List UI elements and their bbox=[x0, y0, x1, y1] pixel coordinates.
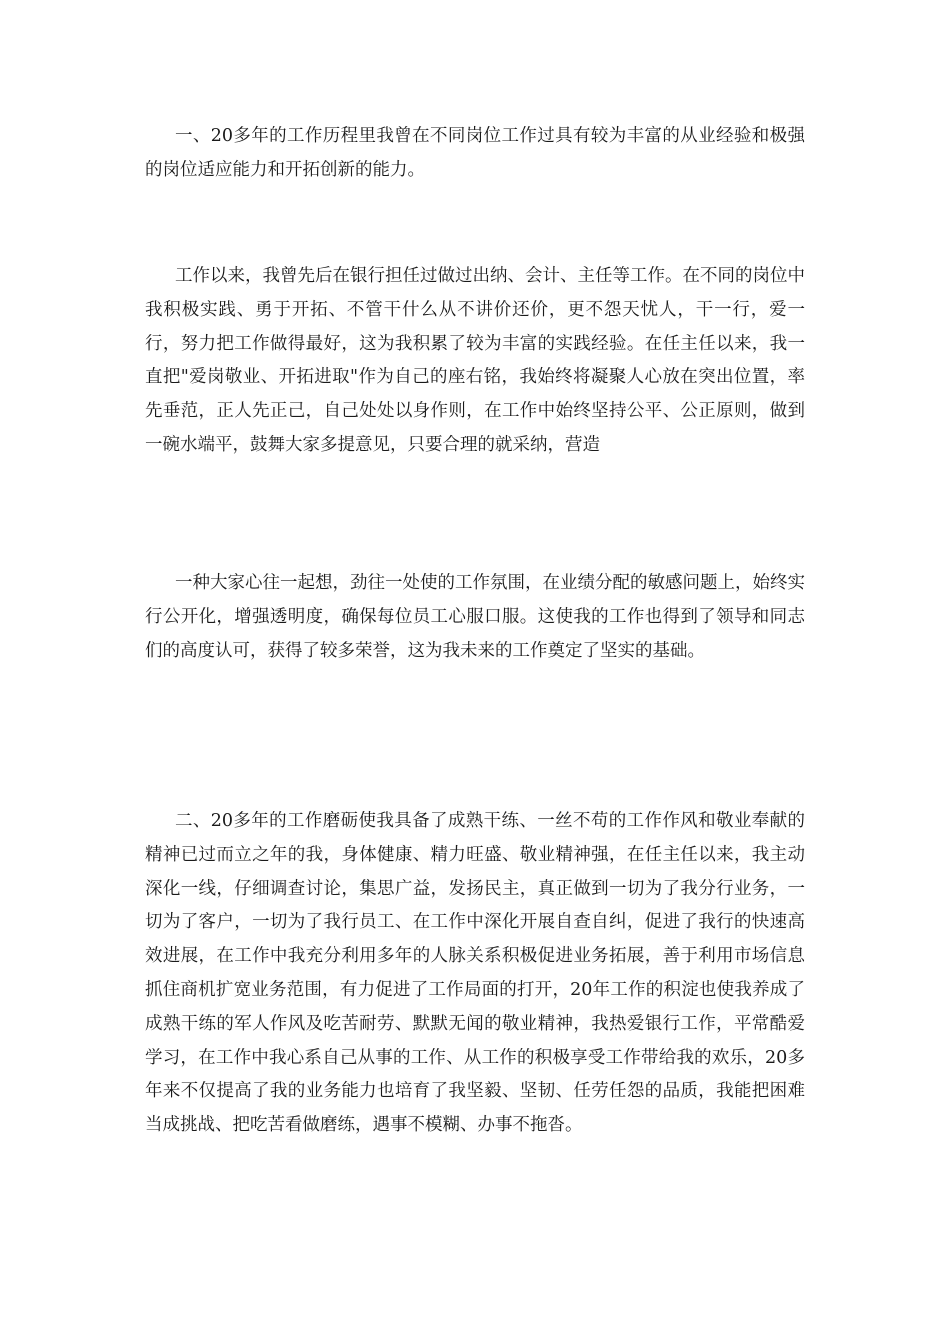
paragraph-4: 二、20多年的工作磨砺使我具备了成熟干练、一丝不苟的工作作风和敬业奉献的精神已过而立之年的我，身体健康、精力旺盛、敬业精神强，在任主任以来，我主动深化一线，仔细调查讨论，集思广益，发扬民主，真正做到一切为了我分行业务，一切为了客户，一切为了我行员工、在工作中深化开展自查自纠，促进了我行的快速高效进展，在工作中我充分利用多年的人脉关系积极促进业务拓展，善于利用市场信息抓住商机扩宽业务范围，有力促进了工作局面的打开，20年工作的积淀也使我养成了成熟干练的军人作风及吃苦耐劳、默默无闻的敬业精神，我热爱银行工作，平常酷爱学习，在工作中我心系自己从事的工作、从工作的积极享受工作带给我的欢乐，20多年来不仅提高了我的业务能力也培育了我坚毅、坚韧、任劳任怨的品质，我能把困难当成挑战、把吃苦看做磨练，遇事不模糊、办事不拖沓。 bbox=[145, 811, 805, 1136]
paragraph-1: 一、20多年的工作历程里我曾在不同岗位工作过具有较为丰富的从业经验和极强的岗位适应能力和开拓创新的能力。 bbox=[145, 126, 805, 180]
paragraph-3: 一种大家心往一起想，劲往一处使的工作氛围，在业绩分配的敏感问题上，始终实行公开化，增强透明度，确保每位员工心服口服。这使我的工作也得到了领导和同志们的高度认可，获得了较多荣誉，这为我未来的工作奠定了坚实的基础。 bbox=[145, 573, 805, 661]
paragraph-2: 工作以来，我曾先后在银行担任过做过出纳、会计、主任等工作。在不同的岗位中我积极实践、勇于开拓、不管干什么从不讲价还价，更不怨天忧人，干一行，爱一行，努力把工作做得最好，这为我积累了较为丰富的实践经验。在任主任以来，我一直把"爱岗敬业、开拓进取"作为自己的座右铭，我始终将凝聚人心放在突出位置，率先垂范，正人先正己，自己处处以身作则，在工作中始终坚持公平、公正原则，做到一碗水端平，鼓舞大家多提意见，只要合理的就采纳，营造 bbox=[145, 266, 805, 455]
